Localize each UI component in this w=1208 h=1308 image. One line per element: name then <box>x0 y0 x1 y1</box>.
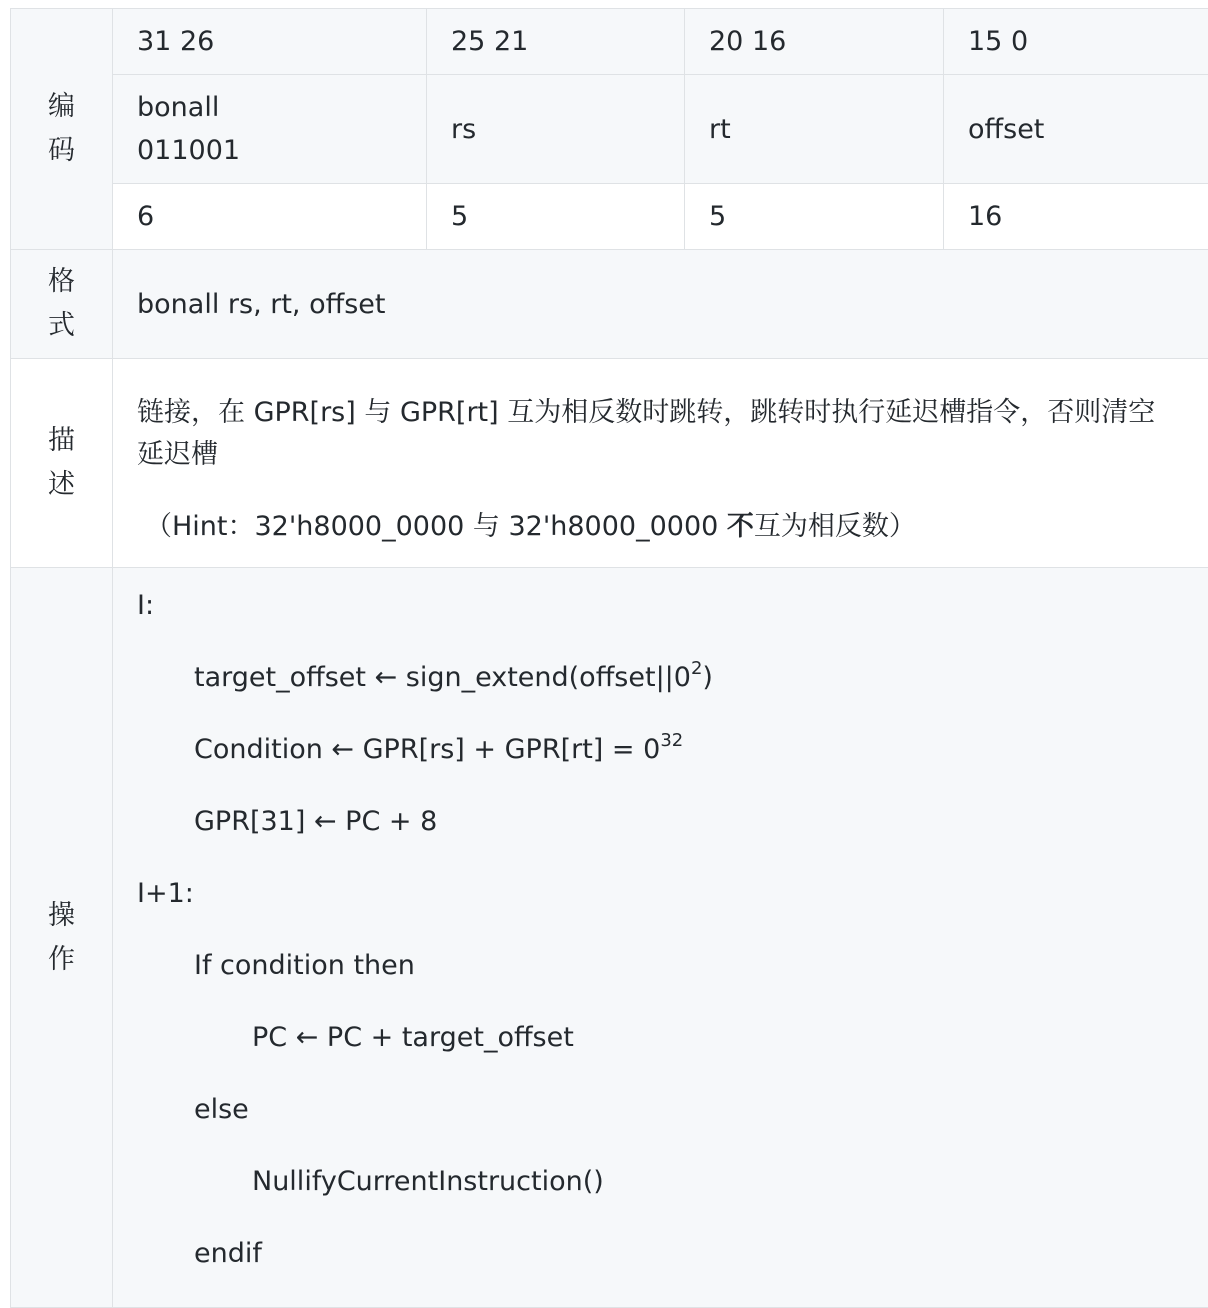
field-rs: rs <box>427 75 685 184</box>
field-opcode-name: bonall <box>137 86 402 129</box>
width-offset: 16 <box>944 184 1208 250</box>
operation-pseudocode <box>137 585 1206 1305</box>
bit-range-opcode: 31 26 <box>113 9 427 75</box>
bit-range-rt: 20 16 <box>685 9 944 75</box>
op-line-pc: PC ← PC + target_offset <box>137 1017 1206 1089</box>
operation-side-label: 操作 <box>11 568 113 1308</box>
field-opcode-bits: 011001 <box>137 129 402 172</box>
op-label-i1: I+1: <box>137 873 1206 945</box>
field-opcode <box>113 75 427 184</box>
op-line-endif: endif <box>137 1233 1206 1305</box>
op-line-gpr31: GPR[31] ← PC + 8 <box>137 801 1206 873</box>
operation-row <box>11 568 1208 1308</box>
encoding-side-label: 编码 <box>11 9 113 250</box>
op-label-i: I: <box>137 585 1206 657</box>
field-offset: offset <box>944 75 1208 184</box>
bit-range-offset: 15 0 <box>944 9 1208 75</box>
field-rt: rt <box>685 75 944 184</box>
description-cell <box>113 359 1208 568</box>
op-line-target-offset: target_offset ← $sign\_extend(offset||0^2)$ <box>137 657 1206 729</box>
description-text: 链接，在 GPR[rs] 与 GPR[rt] 互为相反数时跳转，跳转时执行延迟槽指令，否则清空延迟槽 <box>137 392 1177 476</box>
op-line-else: else <box>137 1089 1206 1161</box>
format-text: bonall rs, rt, offset <box>113 250 1208 359</box>
width-rs: 5 <box>427 184 685 250</box>
op-line-condition: Condition ← $GPR[rs] + GPR[rt] = 0^{32}$ <box>137 729 1206 801</box>
encoding-field-row <box>11 75 1208 184</box>
width-rt: 5 <box>685 184 944 250</box>
description-hint: （Hint：32'h8000_0000 与 32'h8000_0000 不互为相反数） <box>137 506 1206 548</box>
encoding-width-row <box>11 184 1208 250</box>
instruction-spec-table <box>10 8 1208 1308</box>
width-opcode: 6 <box>113 184 427 250</box>
description-row <box>11 359 1208 568</box>
hint-emphasis: 不 <box>727 511 754 542</box>
bit-range-rs: 25 21 <box>427 9 685 75</box>
encoding-bit-range-row <box>11 9 1208 75</box>
description-side-label: 描述 <box>11 359 113 568</box>
op-line-nullify: NullifyCurrentInstruction() <box>137 1161 1206 1233</box>
format-row <box>11 250 1208 359</box>
format-side-label: 格式 <box>11 250 113 359</box>
operation-cell <box>113 568 1208 1308</box>
op-line-if: If condition then <box>137 945 1206 1017</box>
